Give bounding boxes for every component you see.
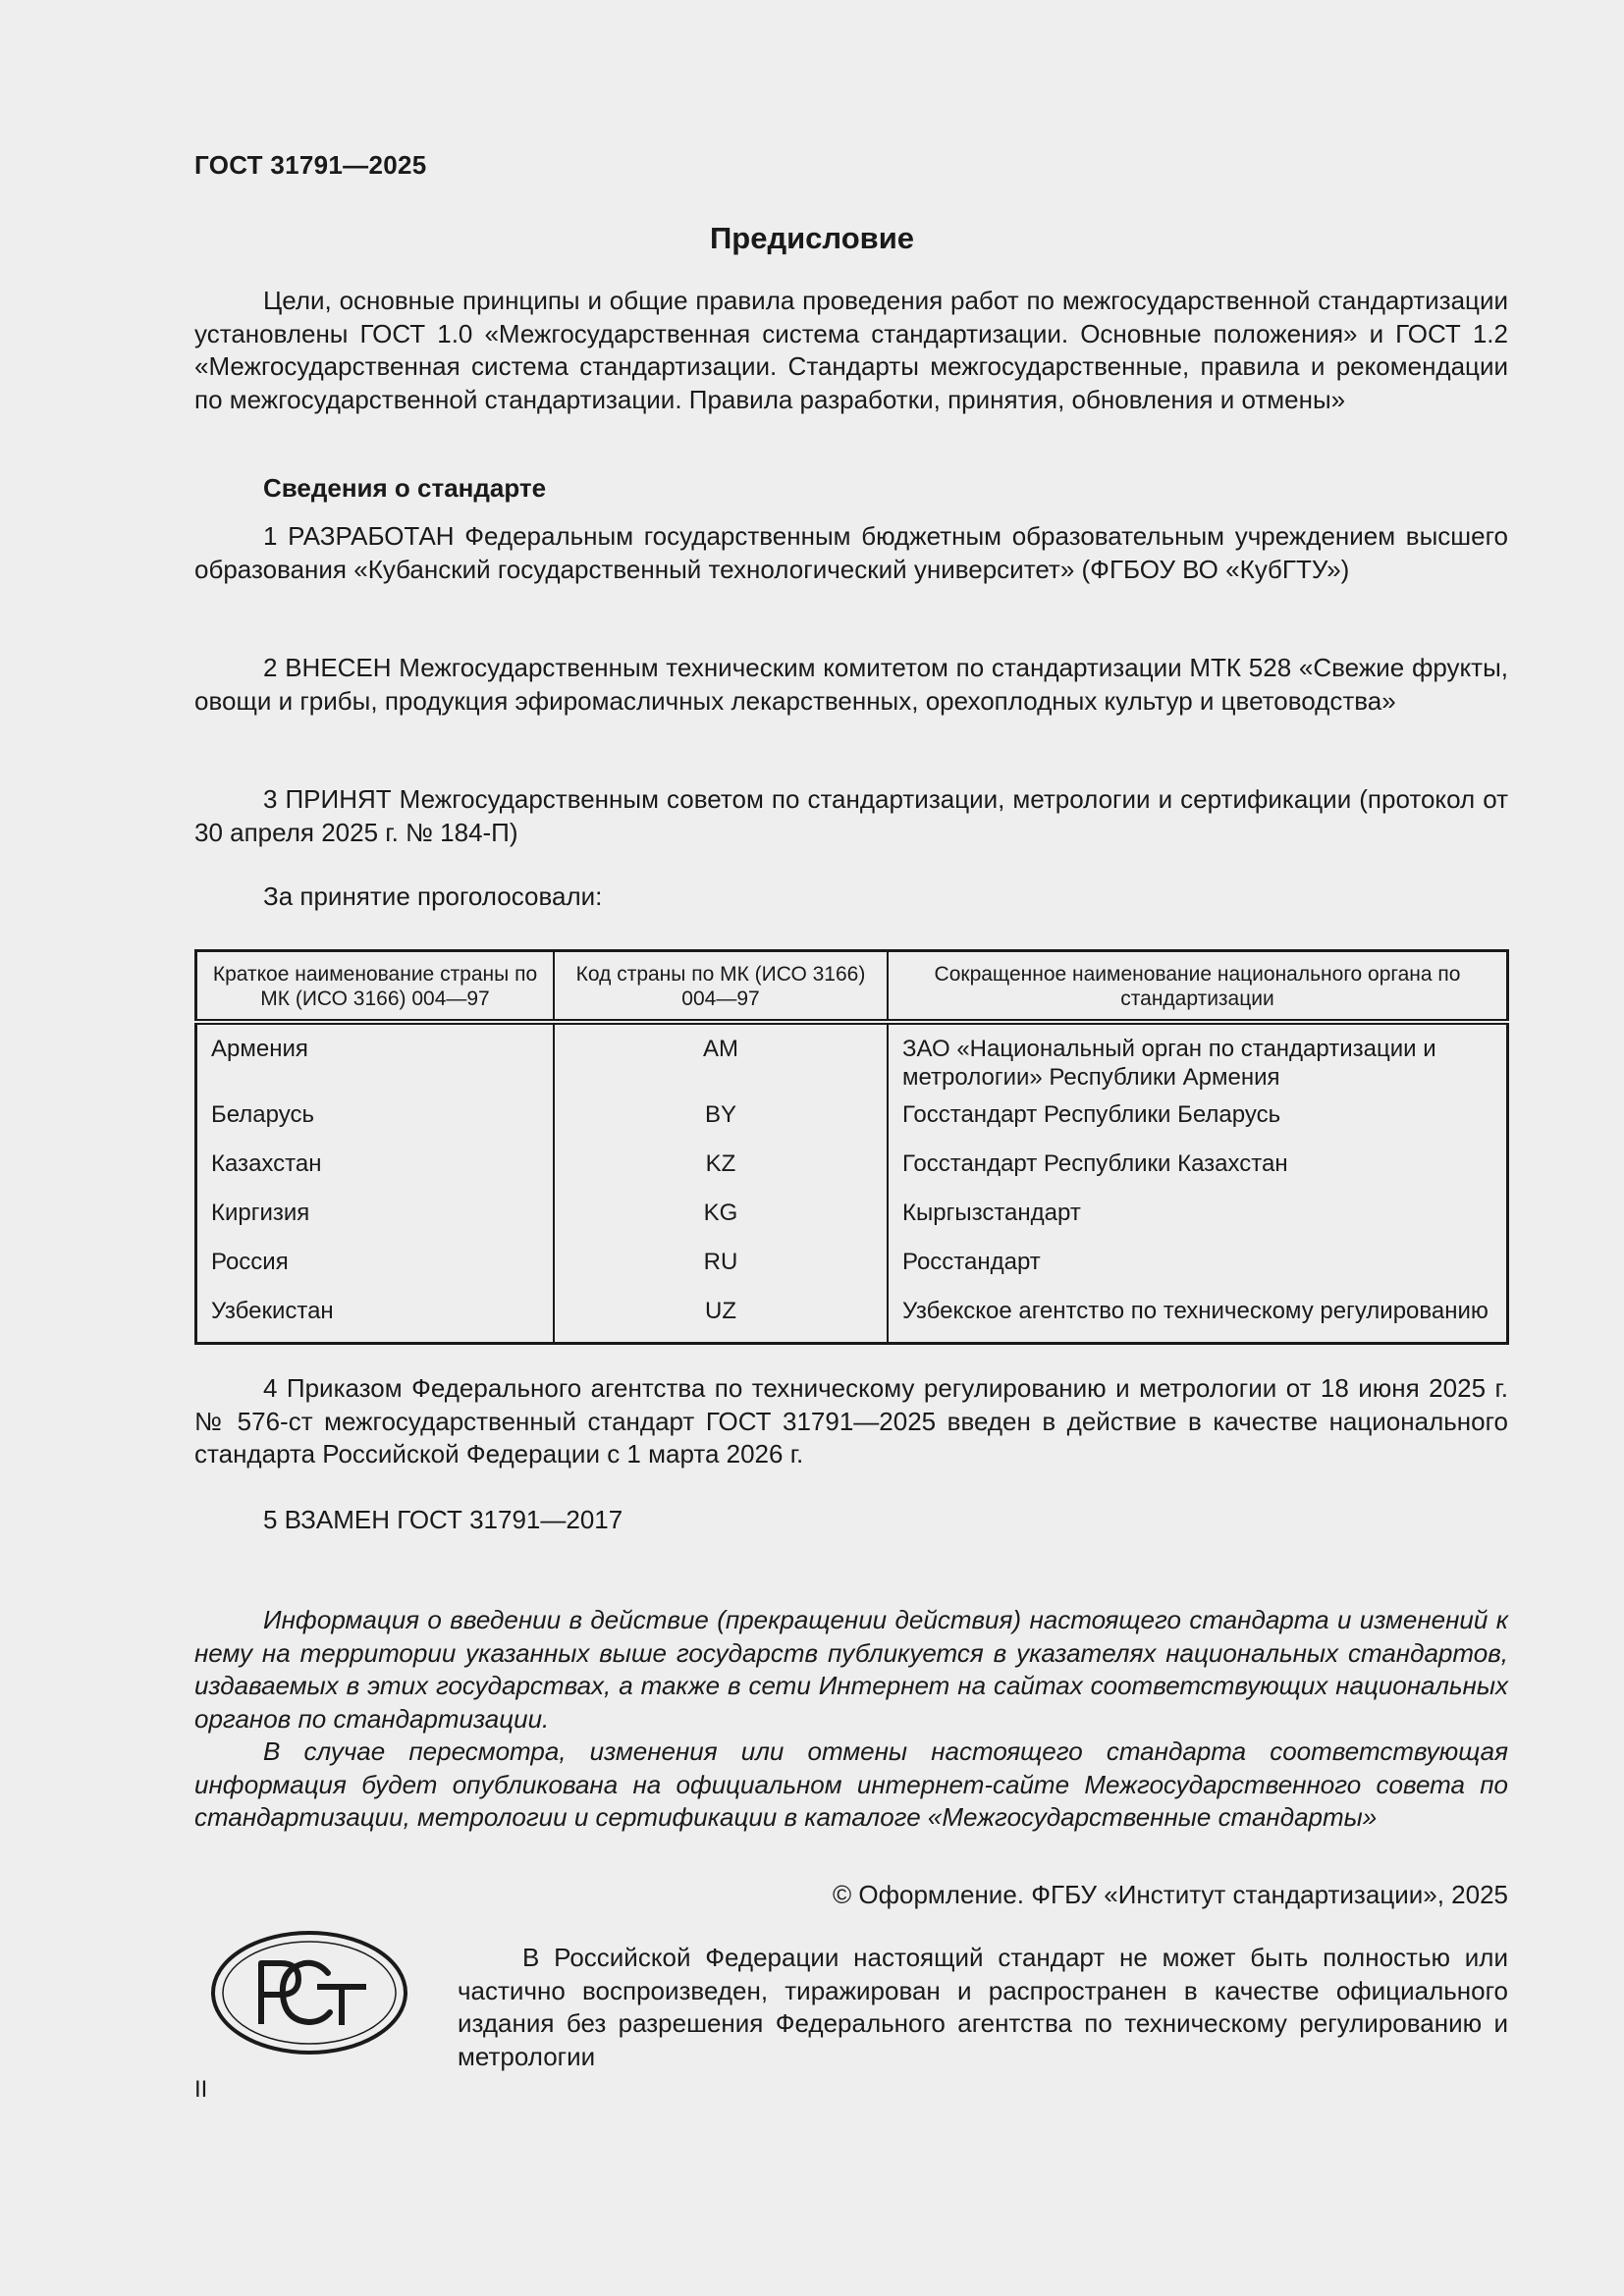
cell-code: KG bbox=[554, 1195, 888, 1244]
info-section bbox=[194, 1604, 1508, 1835]
header-country-code: Код страны по МК (ИСО 3166) 004—97 bbox=[554, 951, 888, 1023]
info-paragraph-1: Информация о введении в действие (прекращении действия) настоящего стандарта и изменений к нему на территории указанных выше государств публикуется в указателях национальных стандартов, издаваемых в этих государствах, а также в сети Интернет на сайтах соответствующих национальных органов по стандартизации. bbox=[194, 1605, 1508, 1734]
table-row bbox=[196, 1022, 1508, 1096]
item-1-paragraph: 1 РАЗРАБОТАН Федеральным государственным бюджетным образовательным учреждением высшего образования «Кубанский государственный технологический университет» (ФГБОУ ВО «КубГТУ») bbox=[194, 521, 1508, 584]
notice-paragraph: В Российской Федерации настоящий стандарт не может быть полностью или частично воспроизведен, тиражирован и распространен в качестве официального издания без разрешения Федерального агентства по техническому регулированию и метрологии bbox=[458, 1943, 1508, 2071]
cell-code: AM bbox=[554, 1022, 888, 1096]
subheading: Сведения о стандарте bbox=[263, 473, 547, 503]
cell-body: Росстандарт bbox=[902, 1249, 1041, 1275]
voted-label-section bbox=[194, 881, 1508, 914]
item-2-paragraph: 2 ВНЕСЕН Межгосударственным техническим комитетом по стандартизации МТК 528 «Свежие фрукты, овощи и грибы, продукция эфиромасличных лекарственных, орехоплодных культур и цветоводства» bbox=[194, 653, 1508, 716]
item-2-section bbox=[194, 652, 1508, 718]
table-row bbox=[196, 1195, 1508, 1244]
document-code: ГОСТ 31791—2025 bbox=[194, 150, 427, 180]
item-1-section bbox=[194, 520, 1508, 586]
page-number: II bbox=[194, 2076, 208, 2103]
item-5-paragraph: 5 ВЗАМЕН ГОСТ 31791—2017 bbox=[263, 1505, 623, 1534]
item-4-paragraph: 4 Приказом Федерального агентства по техническому регулированию и метрологии от 18 июня 2025 г. № 576-ст межгосударственный стандарт ГОСТ 31791—2025 введен в действие в качестве национального стандарта Российской Федерации с 1 марта 2026 г. bbox=[194, 1373, 1508, 1468]
table-row bbox=[196, 1293, 1508, 1344]
table-row bbox=[196, 1096, 1508, 1146]
copyright-line: © Оформление. ФГБУ «Институт стандартизации», 2025 bbox=[833, 1880, 1508, 1909]
cell-body: Госстандарт Республики Беларусь bbox=[902, 1101, 1281, 1128]
table-header-row bbox=[196, 951, 1508, 1023]
cell-body: Кыргызстандарт bbox=[902, 1200, 1081, 1226]
info-paragraph-2: В случае пересмотра, изменения или отмены настоящего стандарта соответствующая информация будет опубликована на официальном интернет-сайте Межгосударственного совета по стандартизации, метрологии и сертификации в каталоге «Межгосударственные стандарты» bbox=[194, 1736, 1508, 1832]
rst-certification-mark-icon bbox=[210, 1930, 408, 2056]
table-row bbox=[196, 1146, 1508, 1195]
page-title: Предисловие bbox=[709, 221, 914, 255]
cell-country: Узбекистан bbox=[196, 1293, 555, 1344]
voting-countries-table bbox=[194, 949, 1509, 1345]
item-5-section bbox=[194, 1504, 1508, 1537]
header-country-name: Краткое наименование страны по МК (ИСО 3166) 004—97 bbox=[196, 951, 555, 1023]
cell-body: Узбекское агентство по техническому регулированию bbox=[902, 1298, 1489, 1324]
header-national-body: Сокращенное наименование национального органа по стандартизации bbox=[888, 951, 1508, 1023]
item-4-section bbox=[194, 1372, 1508, 1471]
standard-info-heading bbox=[194, 472, 1508, 506]
reproduction-notice bbox=[458, 1942, 1508, 2073]
cell-body: ЗАО «Национальный орган по стандартизации и метрологии» Республики Армения bbox=[902, 1036, 1436, 1091]
intro-paragraph: Цели, основные принципы и общие правила проведения работ по межгосударственной стандартизации установлены ГОСТ 1.0 «Межгосударственная система стандартизации. Основные положения» и ГОСТ 1.2 «Межгосударственная система стандартизации. Стандарты межгосударственные, правила и рекомендации по межгосударственной стандартизации. Правила разработки, принятия, обновления и отмены» bbox=[194, 286, 1508, 414]
cell-country: Казахстан bbox=[196, 1146, 555, 1195]
item-3-section bbox=[194, 783, 1508, 849]
cell-code: RU bbox=[554, 1244, 888, 1293]
cell-country: Беларусь bbox=[196, 1096, 555, 1146]
voted-label: За принятие проголосовали: bbox=[263, 881, 603, 911]
cell-country: Россия bbox=[196, 1244, 555, 1293]
intro-section bbox=[194, 285, 1508, 416]
item-3-paragraph: 3 ПРИНЯТ Межгосударственным советом по стандартизации, метрологии и сертификации (протокол от 30 апреля 2025 г. № 184-П) bbox=[194, 784, 1508, 847]
cell-country: Армения bbox=[196, 1022, 555, 1096]
cell-body: Госстандарт Республики Казахстан bbox=[902, 1150, 1288, 1177]
cell-code: BY bbox=[554, 1096, 888, 1146]
cell-country: Киргизия bbox=[196, 1195, 555, 1244]
cell-code: KZ bbox=[554, 1146, 888, 1195]
table-row bbox=[196, 1244, 1508, 1293]
cell-code: UZ bbox=[554, 1293, 888, 1344]
